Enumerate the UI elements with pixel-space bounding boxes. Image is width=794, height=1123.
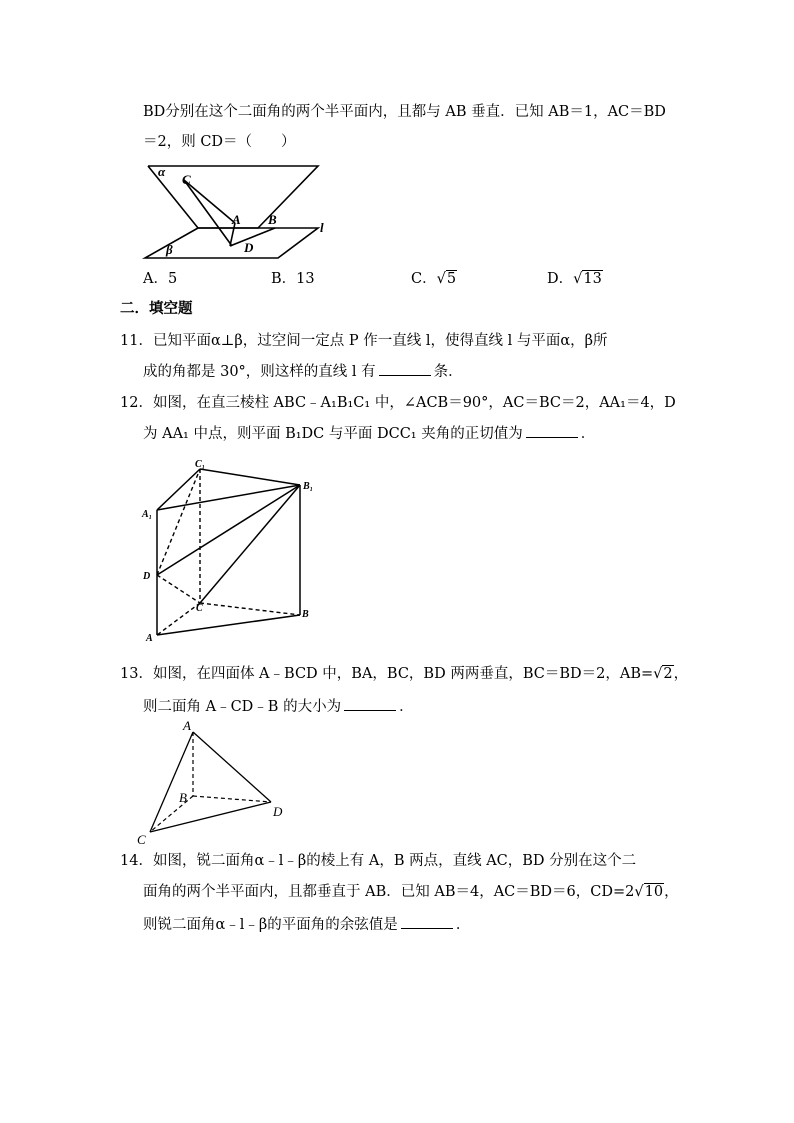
label-B: B bbox=[179, 790, 187, 805]
q14-line1: 14．如图，锐二面角α﹣l﹣β的棱上有 A，B 两点，直线 AC，BD 分别在这个二 bbox=[120, 853, 637, 869]
answer-blank bbox=[344, 696, 396, 711]
option-a-value: 5 bbox=[167, 271, 178, 287]
label-A: A bbox=[183, 718, 191, 733]
label-D: D bbox=[273, 804, 283, 819]
label-C1: C₁ bbox=[195, 459, 206, 470]
q12-line2-text: 为 AA₁ 中点，则平面 B₁DC 与平面 DCC₁ 夹角的正切值为 bbox=[143, 426, 523, 442]
q10-line1: BD分别在这个二面角的两个半平面内，且都与 AB 垂直．已知 AB＝1，AC＝BD bbox=[143, 104, 666, 120]
q12-line2-end: ． bbox=[580, 426, 596, 442]
q14-line3-end: ． bbox=[455, 917, 471, 933]
option-b-value: 13 bbox=[296, 271, 315, 287]
label-B1: B₁ bbox=[303, 481, 314, 492]
option-a-letter: A． bbox=[143, 271, 168, 287]
q14-line2-end: ， bbox=[664, 884, 679, 900]
option-c-value: 5 bbox=[446, 271, 457, 287]
label-D: D bbox=[244, 240, 254, 255]
q14-line2: 面角的两个半平面内，且都垂直于 AB．已知 AB＝4，AC＝BD＝6，CD=2√10， bbox=[143, 884, 679, 900]
q13-line1-end: ， bbox=[673, 666, 689, 682]
option-c-letter: C． bbox=[411, 271, 437, 287]
q11-line2 bbox=[143, 361, 463, 382]
q14-line3 bbox=[143, 914, 470, 935]
label-A: A bbox=[232, 212, 241, 227]
q13-line2-end: ． bbox=[399, 699, 414, 715]
answer-blank bbox=[401, 914, 453, 929]
label-C: C bbox=[196, 603, 203, 614]
option-b-letter: B． bbox=[271, 271, 297, 287]
label-beta: β bbox=[166, 242, 173, 257]
answer-blank bbox=[379, 361, 431, 376]
label-C: C bbox=[137, 832, 146, 847]
option-d-value: 13 bbox=[583, 271, 602, 287]
label-A1: A₁ bbox=[142, 509, 153, 520]
q10-dihedral-figure bbox=[140, 158, 340, 268]
answer-blank bbox=[526, 423, 578, 438]
q10-option-d: D．√13 bbox=[547, 271, 602, 287]
q12-prism-figure bbox=[140, 455, 340, 655]
label-B: B bbox=[302, 609, 309, 620]
q10-option-c: C．√5 bbox=[411, 271, 457, 287]
q14-line3-text: 则锐二面角α﹣l﹣β的平面角的余弦值是 bbox=[143, 917, 398, 933]
q11-line2-end: 条． bbox=[433, 364, 463, 380]
section-heading: 二．填空题 bbox=[120, 301, 193, 317]
q13-line2 bbox=[143, 696, 414, 717]
q13-line2-text: 则二面角 A﹣CD﹣B 的大小为 bbox=[143, 699, 342, 715]
q10-line2: ＝2，则 CD＝（ ） bbox=[143, 134, 296, 150]
label-A: A bbox=[146, 633, 153, 644]
q14-sqrt-value: 10 bbox=[644, 884, 664, 900]
label-l: l bbox=[320, 220, 324, 235]
q10-option-b bbox=[271, 269, 315, 289]
q11-line1: 11．已知平面α⊥β，过空间一定点 P 作一直线 l，使得直线 l 与平面α，β所 bbox=[120, 333, 608, 349]
q13-line1: 13．如图，在四面体 A﹣BCD 中，BA，BC，BD 两两垂直，BC＝BD＝2，AB=√2， bbox=[120, 666, 689, 682]
q10-option-a bbox=[143, 269, 177, 289]
q13-sqrt-value: 2 bbox=[663, 666, 673, 682]
q11-line2-text: 成的角都是 30°，则这样的直线 l 有 bbox=[143, 364, 376, 380]
q13-tetrahedron-figure bbox=[135, 718, 295, 848]
option-d-letter: D． bbox=[547, 271, 574, 287]
q12-line1: 12．如图，在直三棱柱 ABC﹣A₁B₁C₁ 中，∠ACB＝90°，AC＝BC＝2，AA₁＝4，D bbox=[120, 395, 676, 411]
label-B: B bbox=[268, 212, 277, 227]
label-alpha: α bbox=[158, 164, 166, 179]
label-D: D bbox=[143, 571, 151, 582]
q13-line1-text: 13．如图，在四面体 A﹣BCD 中，BA，BC，BD 两两垂直，BC＝BD＝2，AB= bbox=[120, 666, 654, 682]
label-C: C bbox=[182, 172, 191, 187]
q14-line2-text: 面角的两个半平面内，且都垂直于 AB．已知 AB＝4，AC＝BD＝6，CD=2 bbox=[143, 884, 635, 900]
q12-line2 bbox=[143, 423, 595, 444]
